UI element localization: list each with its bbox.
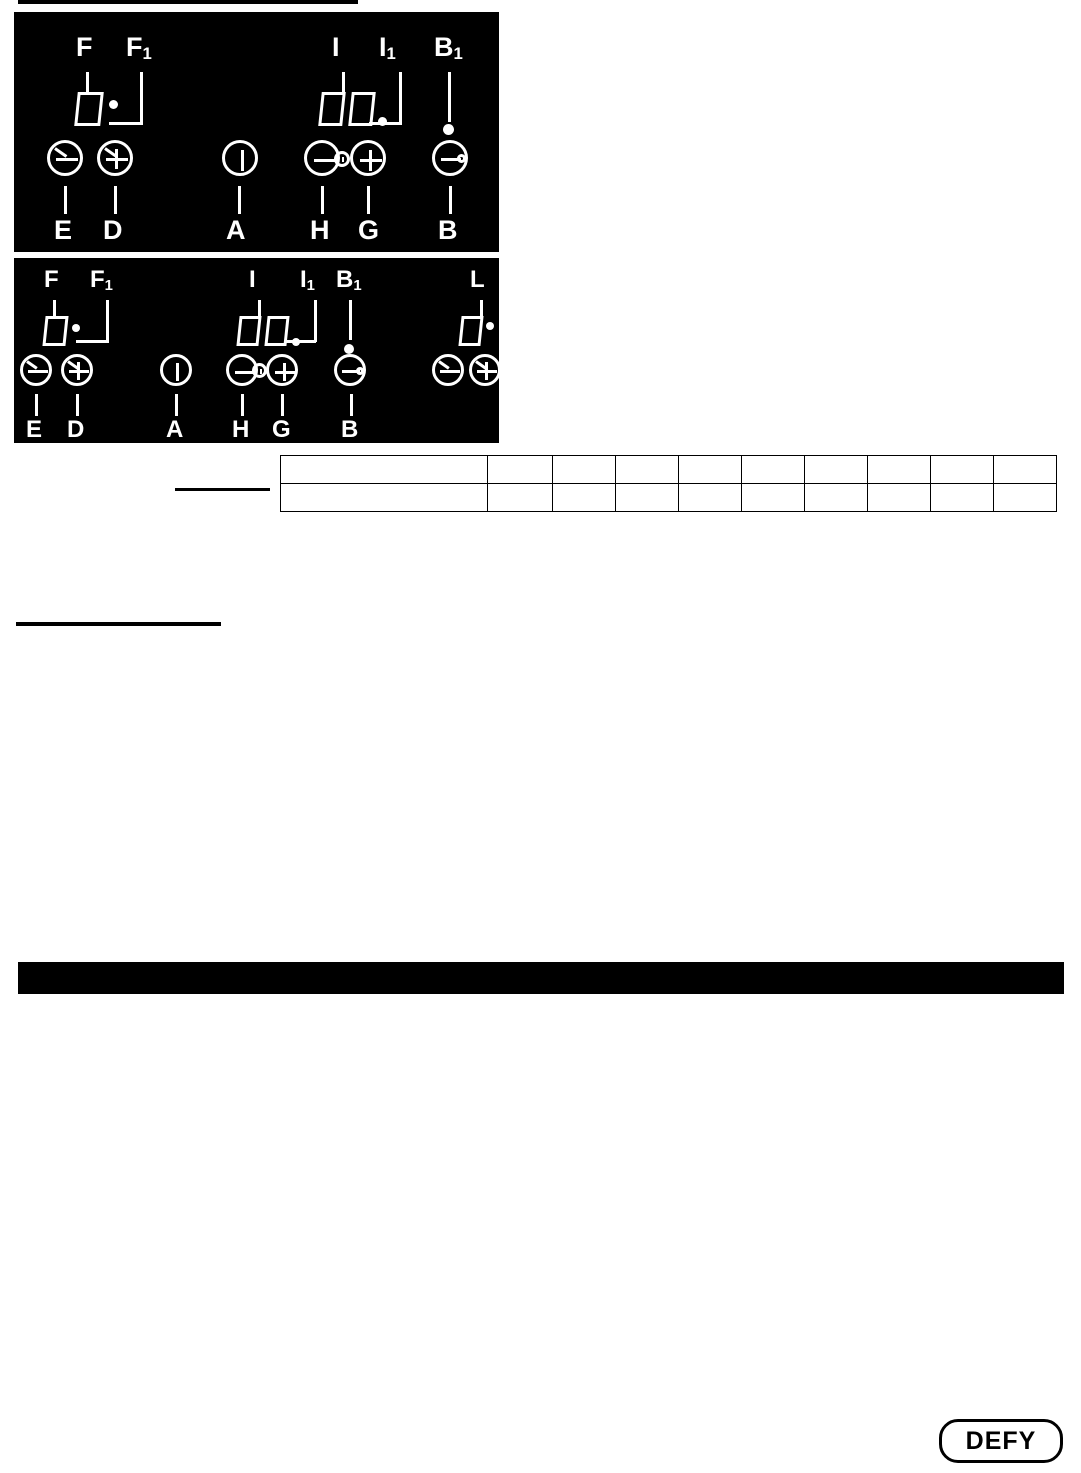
hotplate-decrease-icon-2[interactable] xyxy=(20,354,52,386)
hotplate-decrease-icon-3[interactable] xyxy=(432,354,464,386)
panel2-leader-I1-h xyxy=(286,340,316,343)
panel2-label-E: E xyxy=(26,416,43,443)
panel1-timer-dot xyxy=(378,117,387,126)
table-cell xyxy=(742,456,805,484)
panel1-timer-digit-2 xyxy=(348,92,376,126)
panel1-label-E: E xyxy=(54,215,73,245)
panel1-leader-F1 xyxy=(140,72,143,124)
panel1-leader-I1 xyxy=(399,72,402,124)
table-cell xyxy=(805,484,868,512)
table-cell xyxy=(281,456,488,484)
panel1-label-F1: F1 xyxy=(126,32,152,63)
panel1-leader-F1-h xyxy=(109,122,143,125)
panel2-leader-B xyxy=(350,394,353,416)
power-on-off-icon[interactable] xyxy=(222,140,258,176)
table-cell xyxy=(488,484,553,512)
panel2-label-G: G xyxy=(272,416,291,443)
panel1-label-H: H xyxy=(310,215,330,245)
panel2-label-A: A xyxy=(166,416,184,443)
panel1-label-D: D xyxy=(103,215,123,245)
panel2-leader-G xyxy=(281,394,284,416)
timer-increase-icon[interactable] xyxy=(350,140,386,176)
panel1-display-digit-1 xyxy=(74,92,104,126)
table-cell xyxy=(868,484,931,512)
table-leader-line xyxy=(175,488,270,491)
power-on-off-icon-2[interactable] xyxy=(160,354,192,386)
hotplate-increase-icon[interactable] xyxy=(97,140,133,176)
panel1-leader-H xyxy=(321,186,324,214)
panel2-leader-A xyxy=(175,394,178,416)
table-cell xyxy=(616,484,679,512)
key-lock-icon-2[interactable] xyxy=(334,354,366,386)
table-cell xyxy=(931,484,994,512)
key-lock-icon[interactable] xyxy=(432,140,468,176)
clock-icon-2 xyxy=(252,363,267,378)
panel2-indicator-dot-B1 xyxy=(344,344,354,354)
panel2-timer-digit-1 xyxy=(236,316,261,346)
panel2-label-B1: B1 xyxy=(336,266,362,294)
panel2-leader-B1 xyxy=(349,300,352,340)
panel2-label-F1: F1 xyxy=(90,266,113,294)
table-cell xyxy=(994,456,1057,484)
panel2-right-display-dot xyxy=(486,322,494,330)
panel1-leader-G xyxy=(367,186,370,214)
panel1-leader-E xyxy=(64,186,67,214)
panel2-display-digit-1 xyxy=(42,316,68,346)
panel2-leader-F1-h xyxy=(76,340,109,343)
table-cell xyxy=(616,456,679,484)
panel2-right-display-digit xyxy=(458,316,483,346)
panel2-label-I1: I1 xyxy=(300,266,315,294)
table-cell xyxy=(553,484,616,512)
panel2-label-L: L xyxy=(470,266,485,293)
panel1-leader-I xyxy=(342,72,345,94)
panel2-leader-D xyxy=(76,394,79,416)
panel1-leader-A xyxy=(238,186,241,214)
table-cell xyxy=(553,456,616,484)
hotplate-increase-icon-2[interactable] xyxy=(61,354,93,386)
panel2-timer-dot xyxy=(292,338,300,346)
table-cell xyxy=(805,456,868,484)
table-cell xyxy=(994,484,1057,512)
panel1-leader-B xyxy=(449,186,452,214)
panel1-timer-digit-1 xyxy=(318,92,346,126)
panel1-label-I: I xyxy=(332,32,340,62)
panel2-display-dot-1 xyxy=(72,324,80,332)
panel1-label-A: A xyxy=(226,215,246,245)
panel1-leader-F xyxy=(86,72,89,94)
panel1-label-I1: I1 xyxy=(379,32,396,63)
panel1-leader-D xyxy=(114,186,117,214)
panel2-leader-F1 xyxy=(106,300,109,342)
panel1-label-G: G xyxy=(358,215,380,245)
table-cell xyxy=(679,484,742,512)
hotplate-increase-icon-3[interactable] xyxy=(469,354,501,386)
panel2-label-B: B xyxy=(341,416,359,443)
panel1-label-F: F xyxy=(76,32,93,62)
table-row xyxy=(281,484,1057,512)
panel2-leader-L xyxy=(480,300,483,316)
panel1-indicator-dot-B1 xyxy=(443,124,454,135)
section-heading-rule xyxy=(18,0,358,4)
panel2-timer-digit-2 xyxy=(264,316,289,346)
specification-table xyxy=(280,455,1057,512)
table-cell xyxy=(868,456,931,484)
table-cell xyxy=(488,456,553,484)
table-cell xyxy=(281,484,488,512)
clock-icon xyxy=(334,151,350,167)
panel2-label-F: F xyxy=(44,266,59,293)
section-divider-band xyxy=(18,962,1064,994)
panel1-display-dot-1 xyxy=(109,100,118,109)
panel1-label-B1: B1 xyxy=(434,32,463,63)
control-panel-diagram-1 xyxy=(14,12,499,252)
table-row xyxy=(281,456,1057,484)
panel2-leader-H xyxy=(241,394,244,416)
table-cell xyxy=(679,456,742,484)
panel2-label-D: D xyxy=(67,416,85,443)
table-cell xyxy=(931,456,994,484)
panel1-leader-B1 xyxy=(448,72,451,122)
subsection-heading-rule xyxy=(16,622,221,626)
table-cell xyxy=(742,484,805,512)
hotplate-decrease-icon[interactable] xyxy=(47,140,83,176)
brand-logo: DEFY xyxy=(939,1419,1063,1463)
panel2-leader-I1 xyxy=(314,300,317,342)
control-panel-diagram-2 xyxy=(14,258,499,443)
timer-increase-icon-2[interactable] xyxy=(266,354,298,386)
panel2-leader-E xyxy=(35,394,38,416)
panel1-label-B: B xyxy=(438,215,458,245)
panel2-label-H: H xyxy=(232,416,250,443)
panel2-label-I: I xyxy=(249,266,256,293)
